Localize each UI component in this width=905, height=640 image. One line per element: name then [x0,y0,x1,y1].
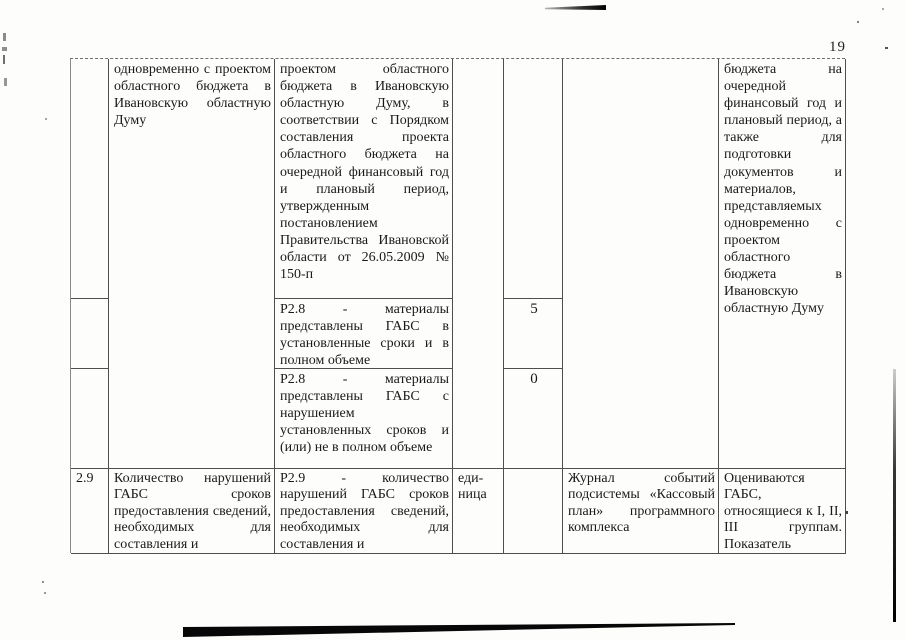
indicators-table [70,58,845,553]
scan-speck [2,47,7,51]
scan-artifact-bottom-line [183,622,735,637]
cell-row4-indicator: Количество нарушений ГАБС сроков предоставления сведений, необходимых для составления и [109,469,275,554]
cell-row4-criteria: Р2.9 - количество нарушений ГАБС сроков предоставления сведений, необходимых для составления и [275,469,453,554]
cell-row4-note: Оцениваются ГАБС, относящиеся к I, II, III группам. Показатель [719,469,846,554]
cell-row3-number [71,369,109,469]
cell-row2-number [71,299,109,369]
scan-artifact-top-line [545,5,606,10]
scan-speck [4,78,7,86]
scan-artifact-right-edge-line [893,369,896,622]
cell-row1-number [71,59,109,299]
scan-speck [3,33,6,41]
cell-row2-score: 5 [504,299,563,369]
cell-row2-criteria: Р2.8 - материалы представлены ГАБС в установленные сроки и в полном объеме [275,299,453,369]
scan-speck [845,511,848,514]
scan-speck [45,118,47,120]
cell-row1-indicator: одновременно с проектом областного бюджета в Ивановскую областную Думу [109,59,275,469]
cell-row4-score [504,469,563,554]
cell-row1-criteria: проектом областного бюджета в Ивановскую областную Думу, в соответствии с Порядком составления проекта областного бюджета на очередной финансовый год и плановый период, утвержденным постановлением Правительства Ивановской области от 26.05.2009 № 150-п [275,59,453,299]
scan-speck [44,592,46,594]
cell-row3-criteria: Р2.8 - материалы представлены ГАБС с нарушением установленных сроков и (или) не в полном объеме [275,369,453,469]
cell-row4-number: 2.9 [71,469,109,554]
cell-rows123-source [563,59,719,469]
scan-speck [3,55,5,64]
scan-speck [882,8,884,10]
scan-speck [857,21,859,23]
page-number: 19 [829,39,846,55]
cell-row4-source: Журнал событий подсистемы «Кассовый план» программного комплекса [563,469,719,554]
cell-row4-unit: еди-ница [453,469,504,554]
scan-speck [885,47,888,49]
cell-row1-note: бюджета на очередной финансовый год и плановый период, а также для подготовки документов и материалов, представляемых одновременно с проектом областного бюджета в Ивановскую областную Думу [719,59,846,469]
cell-row3-score: 0 [504,369,563,469]
scan-speck [42,581,44,583]
cell-rows123-unit [453,59,504,469]
cell-row1-score [504,59,563,299]
